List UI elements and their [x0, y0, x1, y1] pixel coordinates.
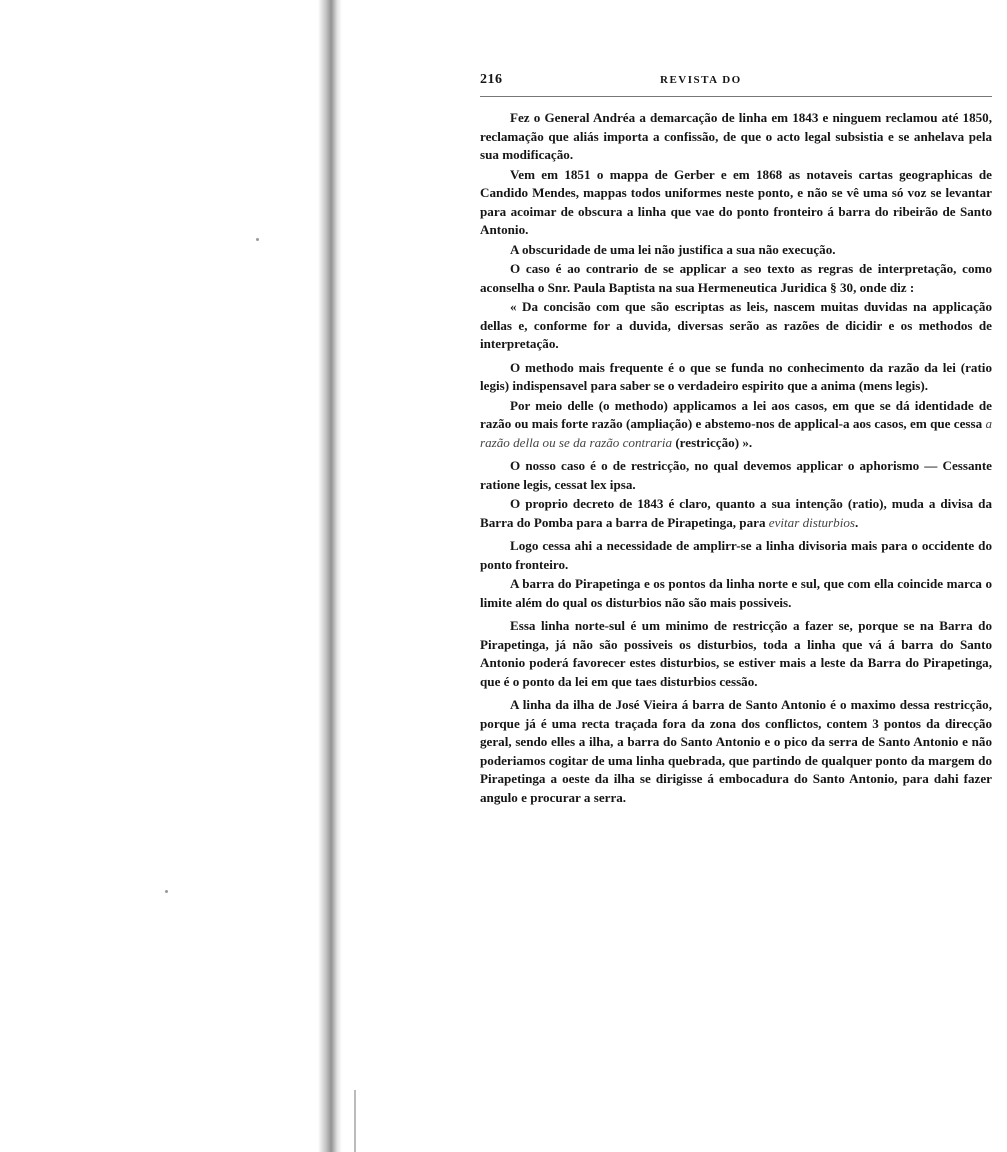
paragraph-text: . [854, 514, 859, 530]
paragraph-text: Por meio delle (o methodo) applicamos a lei aos casos, em que se dá identidade de razão ou mais forte razão (ampliação) e abstemo-nos de applical-a aos casos, em que cessa [480, 397, 992, 431]
paragraph: O caso é ao contrario de se applicar a seo texto as regras de interpretação, como aconselha o Snr. Paula Baptista na sua Hermeneutica Juridica § 30, onde diz : [480, 261, 992, 295]
running-head: REVISTA DO [660, 74, 742, 86]
paragraph: O nosso caso é o de restricção, no qual devemos applicar o aphorismo — Cessante ratione legis, cessat lex ipsa. [480, 458, 992, 492]
paragraph [480, 495, 992, 532]
body-text [480, 109, 992, 807]
paragraph-text: (restricção) ». [672, 434, 753, 450]
paragraph: A obscuridade de uma lei não justifica a sua não execução. [510, 241, 836, 257]
gutter-edge-line [354, 1090, 356, 1152]
paragraph: Essa linha norte-sul é um minimo de restricção a fazer se, porque se na Barra do Pirapetinga, já não são possiveis os disturbios, toda a linha que vá á barra do Santo Antonio poderá favorecer estes disturbios, se estiver mais a leste da Barra do Pirapetinga, que é o ponto da lei em que taes disturbios cessão. [480, 618, 992, 689]
scan-speck [165, 890, 168, 893]
paragraph: « Da concisão com que são escriptas as leis, nascem muitas duvidas na applicação dellas e, conforme for a duvida, diversas serão as razões de dicidir e os methodos de interpretação. [480, 299, 992, 351]
paragraph: A barra do Pirapetinga e os pontos da linha norte e sul, que com ella coincide marca o limite além do qual os disturbios não são mais possiveis. [480, 576, 992, 610]
book-gutter-shadow [318, 0, 342, 1152]
paragraph: Vem em 1851 o mappa de Gerber e em 1868 as notaveis cartas geographicas de Candido Mendes, mappas todos uniformes neste ponto, e não se vê uma só voz se levantar para acoimar de obscura a linha que vae do ponto fronteiro á barra do ribeirão de Santo Antonio. [480, 166, 992, 237]
page-header [480, 72, 992, 92]
paragraph [480, 397, 992, 453]
scan-speck [256, 238, 259, 241]
paragraph-italic-text: a razão della ou se da razão contraria [480, 416, 992, 450]
paragraph: A linha da ilha de José Vieira á barra de Santo Antonio é o maximo dessa restricção, porque já é uma recta traçada fora da zona dos conflictos, contem 3 pontos da direcção geral, sendo elles a ilha, a barra do Santo Antonio e o pico da serra de Santo Antonio e não poderiamos cogitar de uma linha quebrada, que partindo de qualquer ponto da margem do Pirapetinga a oeste da ilha se dirigisse á embocadura do Santo Antonio, para dahi fazer angulo e procurar a serra. [480, 697, 992, 805]
paragraph-text: O proprio decreto de 1843 é claro, quanto a sua intenção (ratio), muda a divisa da Barra do Pomba para a barra de Pirapetinga, para [480, 496, 992, 530]
page-number: 216 [480, 72, 503, 87]
header-rule [480, 96, 992, 97]
paragraph: Logo cessa ahi a necessidade de amplirr-se a linha divisoria mais para o occidente do ponto fronteiro. [480, 538, 992, 572]
book-page [480, 72, 992, 808]
paragraph: Fez o General Andréa a demarcação de linha em 1843 e ninguem reclamou até 1850, reclamação que aliás importa a confissão, de que o acto legal subsistia e se anhelava pela sua modificação. [480, 110, 992, 162]
paragraph: O methodo mais frequente é o que se funda no conhecimento da razão da lei (ratio legis) indispensavel para saber se o verdadeiro espirito que a anima (mens legis). [480, 359, 992, 393]
paragraph-italic-text: evitar disturbios [768, 514, 855, 530]
